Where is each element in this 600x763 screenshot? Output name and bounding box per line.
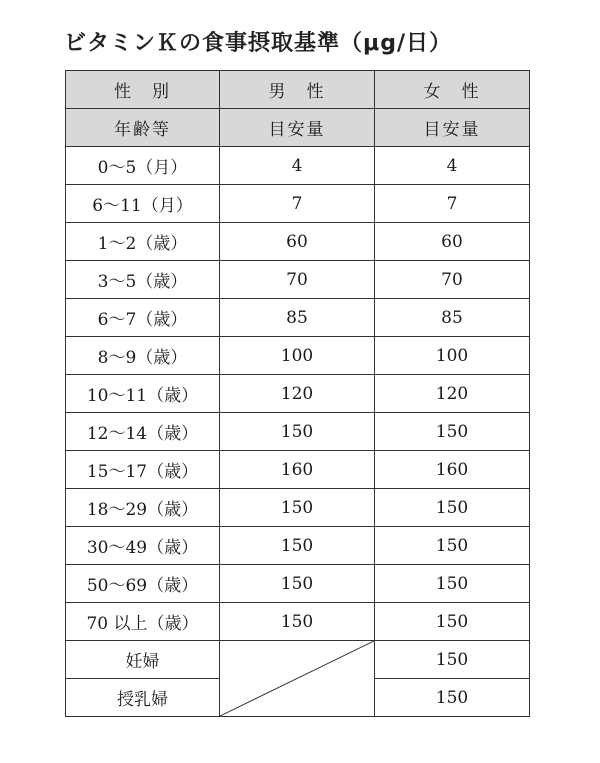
table-row — [66, 641, 530, 679]
female-value-cell: 60 — [375, 223, 530, 261]
female-value-cell: 150 — [375, 603, 530, 641]
page-title: ビタミンＫの食事摂取基準（μg/日） — [64, 31, 452, 56]
table-row — [66, 451, 530, 489]
header-male: 男 性 — [220, 71, 375, 109]
header-female: 女 性 — [375, 71, 530, 109]
female-value-cell: 150 — [375, 413, 530, 451]
header-sex: 性 別 — [66, 71, 220, 109]
vitamin-k-intake-table — [65, 70, 530, 717]
male-value-cell: 85 — [220, 299, 375, 337]
diagonal-strike-line — [220, 641, 374, 716]
table-row — [66, 299, 530, 337]
female-value-cell: 150 — [375, 565, 530, 603]
female-value-cell: 120 — [375, 375, 530, 413]
female-value-cell: 100 — [375, 337, 530, 375]
age-group-cell: 6～7（歳） — [66, 299, 220, 337]
male-value-cell: 120 — [220, 375, 375, 413]
female-value-cell: 7 — [375, 185, 530, 223]
header-male-adequate-intake: 目安量 — [220, 109, 375, 147]
table-row — [66, 413, 530, 451]
age-group-cell: 30～49（歳） — [66, 527, 220, 565]
male-value-cell: 70 — [220, 261, 375, 299]
male-value-cell: 4 — [220, 147, 375, 185]
table-row — [66, 185, 530, 223]
age-group-cell: 8～9（歳） — [66, 337, 220, 375]
table-row — [66, 261, 530, 299]
male-value-cell: 150 — [220, 565, 375, 603]
female-value-cell: 4 — [375, 147, 530, 185]
table-row — [66, 527, 530, 565]
age-group-cell: 1～2（歳） — [66, 223, 220, 261]
header-row-sex — [66, 71, 530, 109]
male-value-cell: 7 — [220, 185, 375, 223]
age-group-cell: 18～29（歳） — [66, 489, 220, 527]
header-row-age — [66, 109, 530, 147]
female-value-cell: 150 — [375, 641, 530, 679]
header-female-adequate-intake: 目安量 — [375, 109, 530, 147]
female-value-cell: 70 — [375, 261, 530, 299]
table-row — [66, 603, 530, 641]
header-age: 年齢等 — [66, 109, 220, 147]
female-value-cell: 160 — [375, 451, 530, 489]
male-value-cell: 150 — [220, 603, 375, 641]
not-applicable-cell — [220, 641, 375, 717]
age-group-cell: 0～5（月） — [66, 147, 220, 185]
table-row — [66, 375, 530, 413]
age-group-cell: 12～14（歳） — [66, 413, 220, 451]
female-value-cell: 150 — [375, 527, 530, 565]
male-value-cell: 60 — [220, 223, 375, 261]
male-value-cell: 100 — [220, 337, 375, 375]
age-group-cell: 50～69（歳） — [66, 565, 220, 603]
male-value-cell: 150 — [220, 489, 375, 527]
table-row — [66, 223, 530, 261]
table-row — [66, 489, 530, 527]
male-value-cell: 160 — [220, 451, 375, 489]
male-value-cell: 150 — [220, 527, 375, 565]
female-value-cell: 85 — [375, 299, 530, 337]
special-group-cell: 授乳婦 — [66, 679, 220, 717]
table-row — [66, 147, 530, 185]
age-group-cell: 15～17（歳） — [66, 451, 220, 489]
table-row — [66, 337, 530, 375]
age-group-cell: 70 以上（歳） — [66, 603, 220, 641]
male-value-cell: 150 — [220, 413, 375, 451]
female-value-cell: 150 — [375, 489, 530, 527]
age-group-cell: 10～11（歳） — [66, 375, 220, 413]
special-group-cell: 妊婦 — [66, 641, 220, 679]
table-row — [66, 565, 530, 603]
female-value-cell: 150 — [375, 679, 530, 717]
age-group-cell: 6～11（月） — [66, 185, 220, 223]
age-group-cell: 3～5（歳） — [66, 261, 220, 299]
